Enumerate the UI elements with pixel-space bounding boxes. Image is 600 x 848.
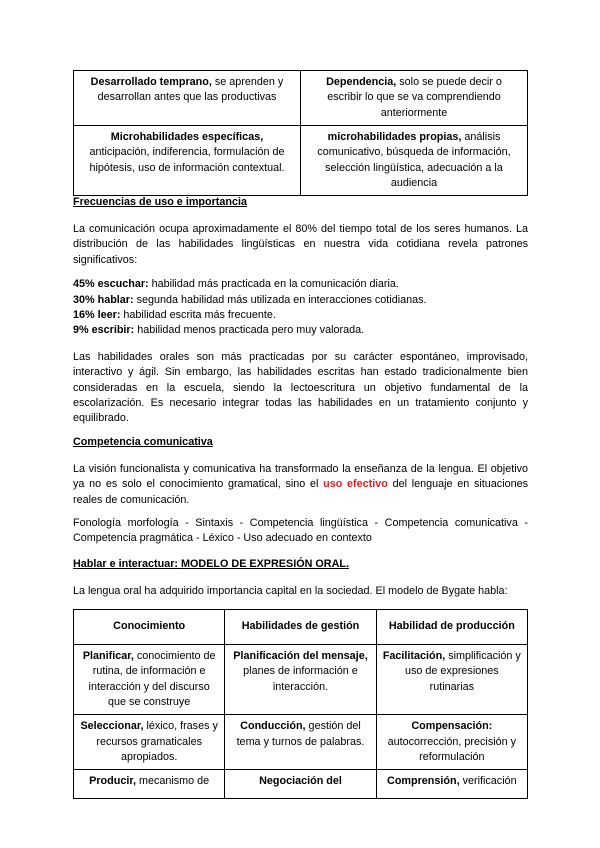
table-cell	[376, 770, 527, 799]
cell-bold: Compensación:	[411, 720, 493, 733]
table-cell	[74, 125, 301, 195]
cell-text: anticipación, indiferencia, formulación de hipótesis, uso de información contextual.	[89, 146, 285, 174]
cell-text: se aprenden y desarrollan antes que las productivas	[97, 76, 284, 104]
cell-text: conocimiento de rutina, de información e interacción y del discurso que se construye	[88, 650, 216, 708]
list-item	[73, 277, 528, 292]
cell-bold: Planificación del mensaje,	[233, 650, 368, 662]
bygate-model-table	[73, 609, 528, 799]
table-cell	[301, 125, 528, 195]
cell-text: análisis comunicativo, búsqueda de información, selección lingüística, adecuación a la audiencia	[317, 130, 511, 189]
cell-text: verificación	[459, 775, 517, 788]
item-bold: 9% escribir:	[73, 324, 135, 336]
competencia-paragraph	[73, 462, 528, 508]
cell-text: mecanismo de	[135, 775, 210, 788]
cell-text: léxico, frases y recursos gramaticales apropiados.	[96, 720, 218, 763]
item-text: habilidad escrita más frecuente.	[120, 309, 276, 321]
table-header-row	[74, 610, 528, 645]
item-bold: 16% leer:	[73, 309, 121, 321]
competencia-list: Fonología morfología - Sintaxis - Competencia lingüística - Competencia comunicativa - Competencia pragmática - Léxico - Uso adecuado en contexto	[73, 517, 528, 545]
cell-text: planes de información e interacción.	[243, 665, 358, 693]
column-header: Conocimiento	[74, 610, 225, 645]
table-row	[74, 645, 528, 715]
column-header: Habilidad de producción	[376, 610, 527, 645]
item-bold: 30% hablar:	[73, 294, 134, 306]
habilidades-table	[73, 70, 528, 196]
cell-text: simplificación y uso de expresiones rutinarias	[405, 650, 521, 693]
table-cell	[376, 645, 527, 715]
cell-bold: Desarrollado temprano,	[90, 76, 212, 88]
table-cell	[225, 770, 376, 799]
table-cell	[301, 71, 528, 126]
highlight-uso-efectivo: uso efectivo	[323, 478, 388, 491]
cell-bold: Negociación del	[259, 775, 342, 788]
heading-part: Hablar e interactuar:	[73, 558, 182, 570]
frecuencias-intro: La comunicación ocupa aproximadamente el 80% del tiempo total de los seres humanos. La distribución de las habilidades lingüísticas en nuestra vida cotidiana revela patrones significativos:	[73, 223, 528, 266]
item-text: habilidad menos practicada pero muy valorada.	[134, 324, 365, 336]
cell-bold: microhabilidades propias,	[327, 130, 462, 143]
column-header: Habilidades de gestión	[225, 610, 376, 645]
list-item	[73, 308, 528, 323]
item-text: habilidad más practicada en la comunicación diaria.	[148, 278, 399, 290]
cell-bold: Producir,	[89, 775, 136, 788]
cell-bold: Comprensión,	[387, 775, 460, 788]
cell-bold: Planificar,	[82, 650, 134, 662]
table-cell	[74, 71, 301, 126]
cell-text: solo se puede decir o escribir lo que se va comprendiendo anteriormente	[327, 76, 502, 119]
list-item	[73, 293, 528, 308]
frecuencias-closing: Las habilidades orales son más practicadas por su carácter espontáneo, improvisado, interactivo y ágil. Sin embargo, las habilidades escritas han estado tradicionalmente bien consideradas en la escuela, siendo la lectoescritura un objetivo fundamental de la escolarización. Es necesario integrar todas las habilidades en un tratamiento conjunto y equilibrado.	[73, 351, 528, 425]
list-item	[73, 323, 528, 338]
table-row	[74, 715, 528, 770]
table-cell	[225, 715, 376, 770]
section-heading-hablar	[73, 557, 349, 572]
cell-text: autocorrección, precisión y reformulación	[387, 735, 517, 763]
cell-bold: Seleccionar,	[80, 720, 144, 733]
para-text: del lenguaje en situaciones reales de comunicación.	[73, 478, 529, 506]
table-row	[74, 71, 528, 126]
table-cell	[376, 715, 527, 770]
heading-part: MODELO DE EXPRESIÓN ORAL.	[181, 558, 349, 570]
section-heading-competencia: Competencia comunicativa	[73, 436, 213, 448]
section-heading-frecuencias: Frecuencias de uso e importancia	[73, 196, 248, 208]
cell-bold: Facilitación,	[382, 650, 446, 662]
table-cell	[74, 770, 225, 799]
hablar-intro: La lengua oral ha adquirido importancia capital en la sociedad. El modelo de Bygate habla:	[73, 585, 508, 597]
cell-text: gestión del tema y turnos de palabras.	[236, 720, 365, 748]
table-cell	[74, 715, 225, 770]
table-row	[74, 770, 528, 799]
table-row	[74, 125, 528, 195]
para-text: La visión funcionalista y comunicativa ha transformado la enseñanza de la lengua. El objetivo ya no es solo el conocimiento gramatical, sino el	[73, 463, 528, 491]
cell-bold: Microhabilidades específicas,	[110, 130, 264, 143]
table-cell	[225, 645, 376, 715]
cell-bold: Dependencia,	[326, 76, 397, 88]
table-cell	[74, 645, 225, 715]
item-text: segunda habilidad más utilizada en interacciones cotidianas.	[133, 294, 427, 306]
item-bold: 45% escuchar:	[73, 278, 149, 290]
cell-bold: Conducción,	[240, 720, 306, 733]
